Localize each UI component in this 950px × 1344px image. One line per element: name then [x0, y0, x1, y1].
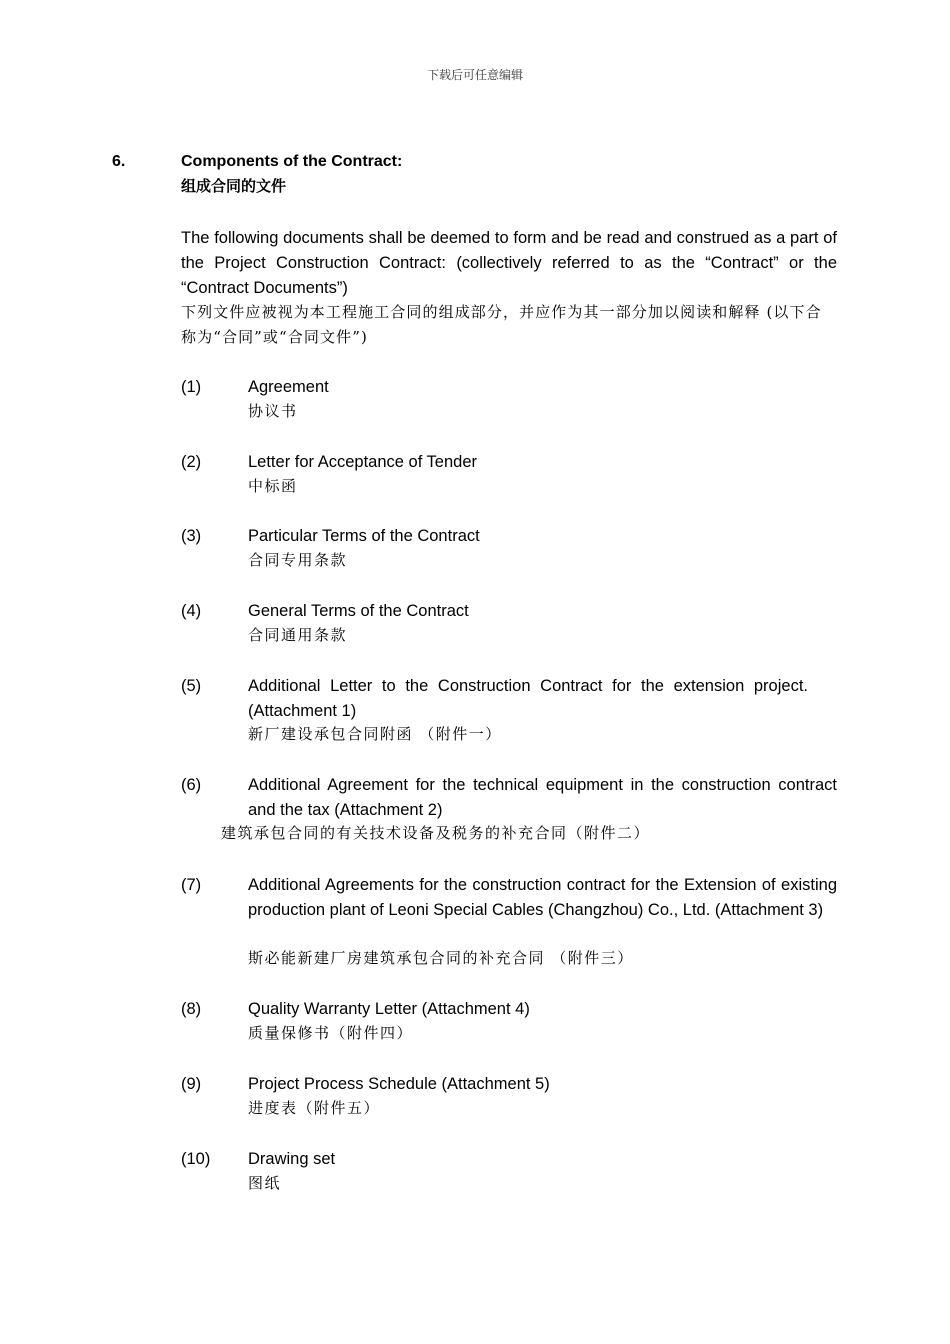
item-number: (3)	[181, 527, 202, 545]
item-number: (10)	[181, 1150, 211, 1168]
item-text-en: Drawing set	[248, 1150, 336, 1168]
section-number: 6.	[112, 153, 126, 170]
item-text-cn: 中标函	[248, 477, 298, 495]
item-number: (9)	[181, 1075, 202, 1093]
item-text-cn: 建筑承包合同的有关技术设备及税务的补充合同（附件二）	[221, 824, 651, 842]
item-text-cn: 图纸	[248, 1174, 282, 1192]
item-number: (2)	[181, 453, 202, 471]
item-text-en: Project Process Schedule (Attachment 5)	[248, 1075, 550, 1093]
item-number: (8)	[181, 1000, 202, 1018]
item-text-en: Additional Agreements for the construction contract for the Extension of existing production plant of Leoni Special Cables (Changzhou) Co., Ltd. (Attachment 3)	[248, 876, 837, 919]
item-number: (5)	[181, 677, 202, 695]
intro-paragraph-en: The following documents shall be deemed to form and be read and construed as a part of the Project Construction Contract: (collectively referred to as the “Contract” or the “Contract Documents”)	[181, 229, 837, 297]
item-number: (1)	[181, 378, 202, 396]
item-number: (4)	[181, 602, 202, 620]
item-text-cn: 新厂建设承包合同附函 （附件一）	[248, 725, 502, 743]
item-number: (7)	[181, 876, 202, 894]
intro-paragraph-cn: 下列文件应被视为本工程施工合同的组成部分，并应作为其一部分加以阅读和解释 (以下合称为“合同”或“合同文件”)	[181, 303, 822, 346]
item-text-en: Additional Letter to the Construction Contract for the extension project. (Attachment 1)	[248, 677, 808, 720]
item-text-en: Letter for Acceptance of Tender	[248, 453, 478, 471]
item-text-en: Particular Terms of the Contract	[248, 527, 480, 545]
page-header: 下载后可任意编辑	[426, 68, 523, 82]
section-title-cn: 组成合同的文件	[181, 177, 287, 195]
item-text-en: Quality Warranty Letter (Attachment 4)	[248, 1000, 530, 1018]
item-text-en: Additional Agreement for the technical equipment in the construction contract and the tax (Attachment 2)	[248, 776, 837, 819]
item-text-cn: 进度表（附件五）	[248, 1099, 381, 1117]
item-text-cn: 质量保修书（附件四）	[248, 1024, 414, 1042]
item-text-cn: 合同通用条款	[248, 626, 348, 644]
item-number: (6)	[181, 776, 202, 794]
section-title: Components of the Contract:	[181, 153, 403, 170]
item-text-cn: 协议书	[248, 402, 298, 420]
item-text-cn: 合同专用条款	[248, 551, 348, 569]
item-text-en: General Terms of the Contract	[248, 602, 469, 620]
item-text-cn: 斯必能新建厂房建筑承包合同的补充合同 （附件三）	[248, 949, 634, 967]
item-text-en: Agreement	[248, 378, 329, 396]
